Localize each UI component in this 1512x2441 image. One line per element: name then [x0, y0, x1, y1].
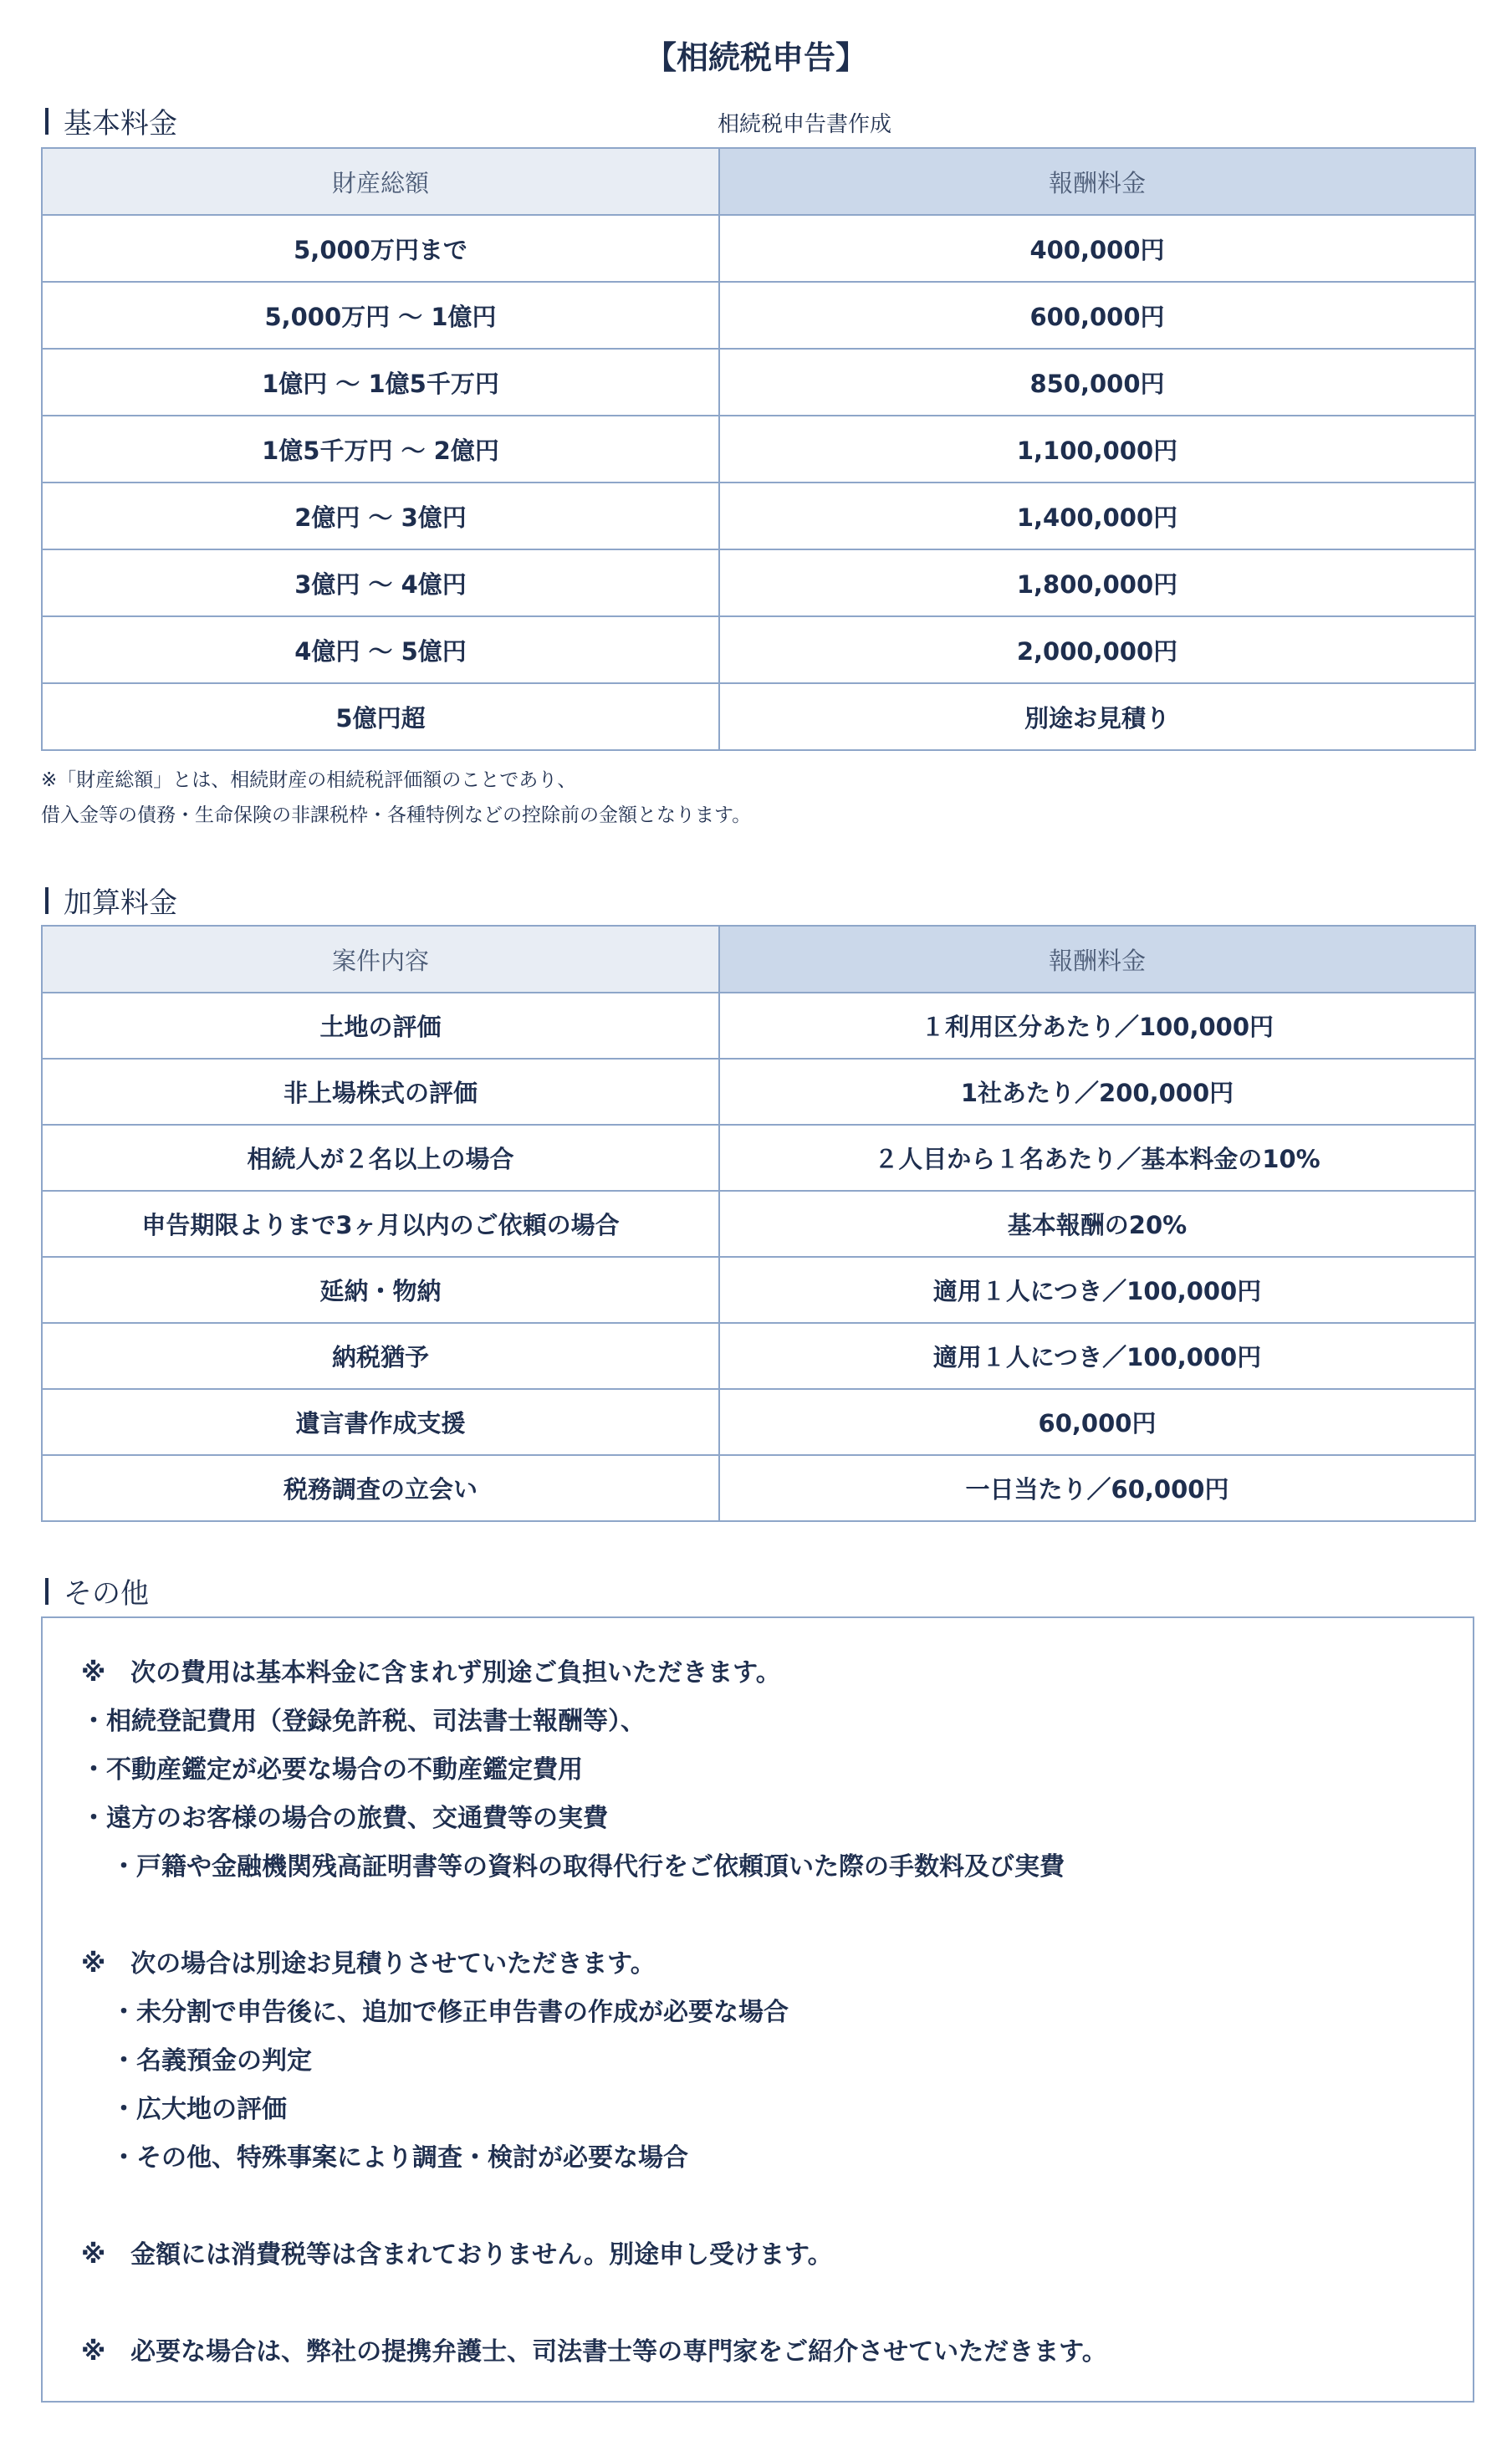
table-row	[42, 683, 1475, 750]
fee-cell: １利用区分あたり／100,000円	[719, 993, 1475, 1059]
other-note-line: ・その他、特殊事案により調査・検討が必要な場合	[111, 2143, 688, 2173]
section-bar-icon	[45, 108, 49, 135]
case-cell: 申告期限よりまで3ヶ月以内のご依頼の場合	[42, 1191, 719, 1257]
basic-fee-table	[41, 147, 1476, 751]
table-row	[42, 483, 1475, 549]
table-row	[42, 616, 1475, 683]
case-cell: 納税猶予	[42, 1323, 719, 1389]
table-row	[42, 1455, 1475, 1521]
footnote-line: 借入金等の債務・生命保険の非課税枠・各種特例などの控除前の金額となります。	[41, 804, 752, 826]
table-row	[42, 349, 1475, 416]
footnote-line: ※「財産総額」とは、相続財産の相続税評価額のことであり、	[41, 769, 577, 791]
fee-cell: 600,000円	[719, 282, 1475, 349]
table-row	[42, 1257, 1475, 1323]
additional-fee-table	[41, 925, 1476, 1522]
section-basic-title: 基本料金	[64, 107, 177, 140]
basic-subtitle: 相続税申告書作成	[718, 112, 892, 137]
fee-cell: 850,000円	[719, 349, 1475, 416]
fee-cell: 一日当たり／60,000円	[719, 1455, 1475, 1521]
asset-range-cell: 1億5千万円 ～ 2億円	[42, 416, 719, 483]
basic-footnote	[41, 763, 751, 833]
asset-range-cell: 1億円 ～ 1億5千万円	[42, 349, 719, 416]
header-asset-total: 財産総額	[42, 148, 719, 215]
other-note-line: ・戸籍や金融機関残高証明書等の資料の取得代行をご依頼頂いた際の手数料及び実費	[111, 1852, 1065, 1882]
table-row	[42, 416, 1475, 483]
fee-cell: 1,400,000円	[719, 483, 1475, 549]
table-row	[42, 1323, 1475, 1389]
table-row	[42, 993, 1475, 1059]
fee-cell: 別途お見積り	[719, 683, 1475, 750]
page-title: 【相続税申告】	[644, 39, 867, 76]
table-header-row	[42, 926, 1475, 993]
header-fee: 報酬料金	[719, 926, 1475, 993]
section-basic-heading	[45, 100, 177, 141]
fee-cell: 適用１人につき／100,000円	[719, 1257, 1475, 1323]
fee-cell: 適用１人につき／100,000円	[719, 1323, 1475, 1389]
case-cell: 税務調査の立会い	[42, 1455, 719, 1521]
table-row	[42, 1125, 1475, 1191]
fee-cell: 1,100,000円	[719, 416, 1475, 483]
other-note-line: ・未分割で申告後に、追加で修正申告書の作成が必要な場合	[111, 1998, 789, 2027]
fee-cell: 2,000,000円	[719, 616, 1475, 683]
other-note-line: ・広大地の評価	[111, 2095, 287, 2124]
table-header-row	[42, 148, 1475, 215]
asset-range-cell: 5億円超	[42, 683, 719, 750]
table-row	[42, 1389, 1475, 1455]
other-note-line: ※ 次の場合は別途お見積りさせていただきます。	[81, 1949, 656, 1979]
table-row	[42, 549, 1475, 616]
case-cell: 非上場株式の評価	[42, 1059, 719, 1125]
fee-cell: 1,800,000円	[719, 549, 1475, 616]
case-cell: 土地の評価	[42, 993, 719, 1059]
other-notes-box	[41, 1616, 1474, 2403]
fee-cell: 400,000円	[719, 215, 1475, 282]
other-note-line: ・遠方のお客様の場合の旅費、交通費等の実費	[81, 1804, 608, 1833]
section-other-heading	[45, 1570, 149, 1611]
section-bar-icon	[45, 1578, 49, 1605]
asset-range-cell: 2億円 ～ 3億円	[42, 483, 719, 549]
table-row	[42, 1059, 1475, 1125]
other-note-line: ※ 金額には消費税等は含まれておりません。別途申し受けます。	[81, 2240, 833, 2270]
asset-range-cell: 5,000万円 ～ 1億円	[42, 282, 719, 349]
header-case-content: 案件内容	[42, 926, 719, 993]
fee-cell: 1社あたり／200,000円	[719, 1059, 1475, 1125]
asset-range-cell: 3億円 ～ 4億円	[42, 549, 719, 616]
fee-cell: ２人目から１名あたり／基本料金の10%	[719, 1125, 1475, 1191]
case-cell: 相続人が２名以上の場合	[42, 1125, 719, 1191]
other-note-line: ※ 次の費用は基本料金に含まれず別途ご負担いただきます。	[81, 1658, 781, 1688]
other-note-line: ・不動産鑑定が必要な場合の不動産鑑定費用	[81, 1755, 583, 1785]
section-bar-icon	[45, 887, 49, 914]
section-other-title: その他	[64, 1577, 149, 1611]
table-row	[42, 1191, 1475, 1257]
other-note-line: ・相続登記費用（登録免許税、司法書士報酬等）、	[81, 1707, 646, 1736]
table-row	[42, 282, 1475, 349]
asset-range-cell: 4億円 ～ 5億円	[42, 616, 719, 683]
case-cell: 延納・物納	[42, 1257, 719, 1323]
fee-cell: 基本報酬の20%	[719, 1191, 1475, 1257]
header-fee: 報酬料金	[719, 148, 1475, 215]
table-row	[42, 215, 1475, 282]
section-additional-title: 加算料金	[64, 886, 177, 920]
other-note-line: ・名義預金の判定	[111, 2046, 312, 2076]
asset-range-cell: 5,000万円まで	[42, 215, 719, 282]
case-cell: 遺言書作成支援	[42, 1389, 719, 1455]
other-note-line: ※ 必要な場合は、弊社の提携弁護士、司法書士等の専門家をご紹介させていただきます。	[81, 2337, 1107, 2367]
fee-cell: 60,000円	[719, 1389, 1475, 1455]
section-additional-heading	[45, 880, 177, 921]
